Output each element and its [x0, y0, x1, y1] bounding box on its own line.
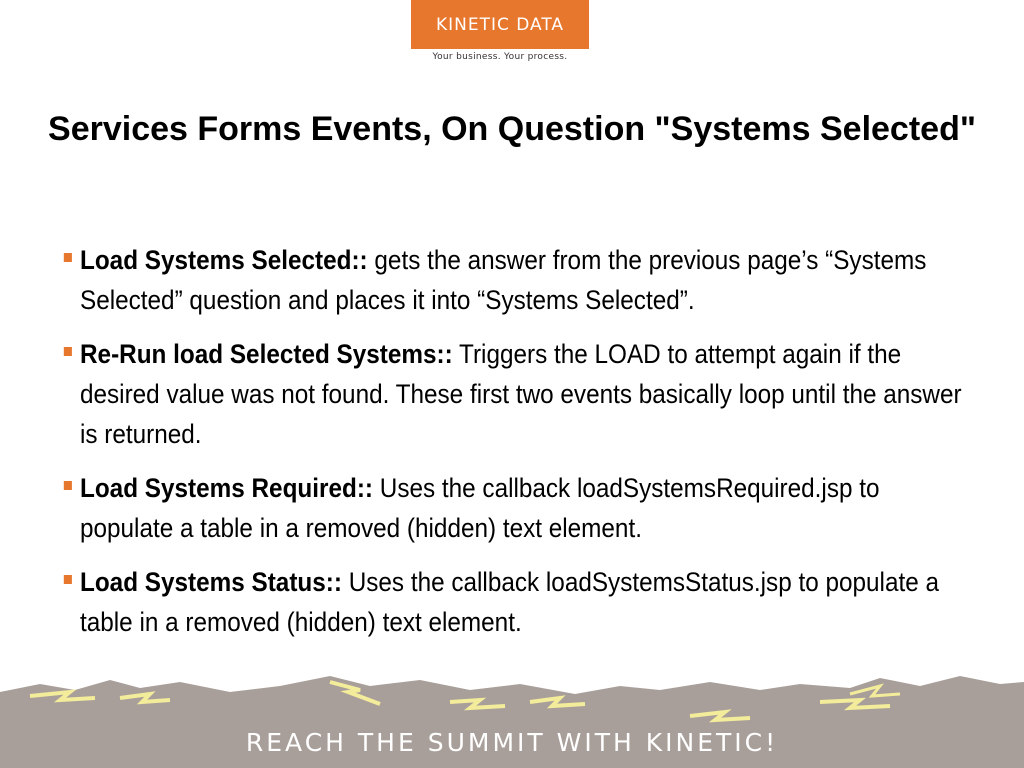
bullet-square-icon [64, 481, 72, 490]
logo-box [411, 0, 589, 49]
logo-tagline: Your business. Your process. [432, 52, 568, 62]
slide-title: Services Forms Events, On Question "Systems Selected" [48, 110, 976, 148]
logo-name: KINETIC DATA [435, 14, 565, 35]
bullet-text: Uses the callback loadSystemsStatus.jsp to populate a table in a removed (hidden) text element. [80, 567, 939, 637]
bullet-label: Load Systems Required:: [80, 473, 374, 503]
bullet-item [62, 240, 985, 320]
bullet-item [62, 334, 985, 454]
bullet-item [62, 562, 985, 642]
bullet-square-icon [64, 253, 72, 262]
bullet-square-icon [64, 575, 72, 584]
bullet-label: Re-Run load Selected Systems:: [80, 339, 453, 369]
bullet-text: Uses the callback loadSystemsRequired.jsp to populate a table in a removed (hidden) text element. [80, 473, 880, 543]
bullet-square-icon [64, 347, 72, 356]
bullet-item [62, 468, 949, 548]
bullet-text: Triggers the LOAD to attempt again if the desired value was not found. These first two events basically loop until the answer is returned. [80, 339, 962, 449]
bullet-label: Load Systems Selected:: [80, 245, 368, 275]
bullet-list [62, 240, 977, 656]
bullet-text: gets the answer from the previous page’s “Systems Selected” question and places it into “Systems Selected”. [80, 245, 927, 315]
bullet-label: Load Systems Status:: [80, 567, 342, 597]
footer-slogan: REACH THE SUMMIT WITH KINETIC! [245, 728, 779, 757]
kinetic-data-logo [411, 0, 589, 64]
